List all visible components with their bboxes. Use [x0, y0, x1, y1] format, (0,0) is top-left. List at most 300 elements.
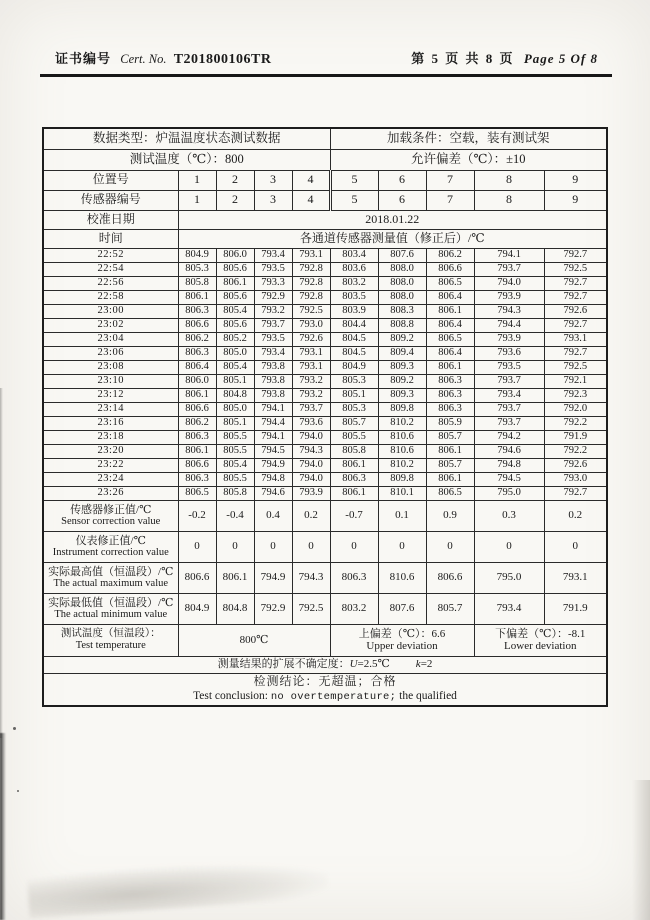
reading-value-cell: 805.0	[216, 402, 254, 416]
table-row	[43, 346, 607, 360]
reading-value-cell: 794.0	[474, 276, 544, 290]
reading-value-cell: 792.9	[254, 290, 292, 304]
reading-value-cell: 792.7	[544, 318, 607, 332]
reading-value-cell: 794.0	[292, 458, 330, 472]
reading-time-cell: 22:58	[43, 290, 178, 304]
reading-value-cell: 793.8	[254, 388, 292, 402]
reading-value-cell: 794.9	[254, 458, 292, 472]
reading-value-cell: 803.5	[330, 290, 378, 304]
reading-value-cell: 805.8	[330, 444, 378, 458]
reading-value-cell: 792.8	[292, 276, 330, 290]
value-cell: -0.4	[216, 500, 254, 531]
reading-time-cell: 23:26	[43, 486, 178, 500]
reading-value-cell: 806.2	[178, 416, 216, 430]
reading-value-cell: 807.6	[378, 248, 426, 262]
reading-time-cell: 23:04	[43, 332, 178, 346]
reading-value-cell: 806.5	[426, 486, 474, 500]
reading-value-cell: 792.1	[544, 374, 607, 388]
value-cell: -0.2	[178, 500, 216, 531]
value-cell: 6	[378, 170, 426, 190]
reading-value-cell: 806.3	[426, 374, 474, 388]
scan-smudge	[27, 856, 329, 919]
reading-value-cell: 793.2	[292, 374, 330, 388]
reading-value-cell: 793.1	[292, 248, 330, 262]
reading-value-cell: 808.3	[378, 304, 426, 318]
reading-value-cell: 793.1	[544, 332, 607, 346]
value-cell: 3	[254, 190, 292, 210]
reading-value-cell: 809.8	[378, 472, 426, 486]
sensor-label: 传感器编号	[43, 190, 178, 210]
value-cell: 0.9	[426, 500, 474, 531]
reading-value-cell: 794.3	[474, 304, 544, 318]
instrument-correction-label: 仪表修正值/℃ Instrument correction value	[43, 531, 178, 562]
reading-value-cell: 794.6	[474, 444, 544, 458]
reading-value-cell: 806.5	[426, 276, 474, 290]
reading-value-cell: 793.5	[254, 332, 292, 346]
value-cell: 5	[330, 170, 378, 190]
reading-value-cell: 792.7	[544, 346, 607, 360]
value-cell: 6	[378, 190, 426, 210]
reading-value-cell: 793.9	[474, 290, 544, 304]
value-cell: 0	[474, 531, 544, 562]
uncertainty-cell: 测量结果的扩展不确定度：U=2.5℃ k=2	[43, 656, 607, 673]
reading-value-cell: 794.3	[292, 444, 330, 458]
deviation-summary-row	[43, 624, 607, 656]
reading-value-cell: 806.5	[426, 332, 474, 346]
test-temp-const-value: 800℃	[178, 624, 330, 656]
reading-value-cell: 805.7	[330, 416, 378, 430]
reading-time-cell: 23:10	[43, 374, 178, 388]
reading-value-cell: 806.1	[178, 388, 216, 402]
reading-time-cell: 23:22	[43, 458, 178, 472]
reading-value-cell: 792.5	[292, 304, 330, 318]
reading-value-cell: 806.1	[426, 444, 474, 458]
value-cell: 791.9	[544, 593, 607, 624]
value-cell: 0.2	[292, 500, 330, 531]
reading-time-cell: 23:02	[43, 318, 178, 332]
reading-value-cell: 792.7	[544, 486, 607, 500]
reading-value-cell: 792.2	[544, 416, 607, 430]
reading-value-cell: 793.2	[292, 388, 330, 402]
table-row	[43, 248, 607, 262]
reading-value-cell: 806.1	[426, 472, 474, 486]
reading-value-cell: 805.4	[216, 304, 254, 318]
reading-value-cell: 791.9	[544, 430, 607, 444]
reading-value-cell: 805.4	[216, 458, 254, 472]
reading-value-cell: 805.4	[216, 360, 254, 374]
actual-minimum-row	[43, 593, 607, 624]
reading-value-cell: 805.1	[216, 374, 254, 388]
reading-value-cell: 794.4	[474, 318, 544, 332]
reading-value-cell: 806.0	[216, 248, 254, 262]
reading-value-cell: 794.1	[474, 248, 544, 262]
reading-value-cell: 792.7	[544, 276, 607, 290]
reading-value-cell: 795.0	[474, 486, 544, 500]
reading-value-cell: 793.6	[292, 416, 330, 430]
cert-label-en: Cert. No.	[120, 52, 167, 66]
scan-corner-shade	[632, 780, 650, 920]
value-cell: 0	[254, 531, 292, 562]
reading-value-cell: 810.1	[378, 486, 426, 500]
reading-value-cell: 806.3	[178, 472, 216, 486]
reading-value-cell: 806.3	[178, 346, 216, 360]
value-cell: 8	[474, 190, 544, 210]
instrument-correction-row	[43, 531, 607, 562]
reading-value-cell: 794.1	[254, 402, 292, 416]
sensor-correction-row	[43, 500, 607, 531]
value-cell: 0	[178, 531, 216, 562]
value-cell: 794.3	[292, 562, 330, 593]
uncertainty-row	[43, 656, 607, 673]
reading-value-cell: 809.3	[378, 388, 426, 402]
table-row	[43, 430, 607, 444]
conclusion-en: Test conclusion: no overtemperature; the qualified	[193, 690, 457, 704]
value-cell: 3	[254, 170, 292, 190]
reading-value-cell: 805.6	[216, 318, 254, 332]
cert-number: T201800106TR	[173, 52, 272, 67]
reading-value-cell: 805.8	[178, 276, 216, 290]
reading-value-cell: 792.6	[544, 458, 607, 472]
reading-value-cell: 805.1	[216, 416, 254, 430]
reading-value-cell: 792.6	[544, 304, 607, 318]
reading-value-cell: 805.6	[216, 290, 254, 304]
value-cell: 4	[292, 190, 330, 210]
reading-time-cell: 23:20	[43, 444, 178, 458]
reading-time-cell: 22:54	[43, 262, 178, 276]
value-cell: 7	[426, 190, 474, 210]
value-cell: 1	[178, 170, 216, 190]
reading-value-cell: 794.4	[254, 416, 292, 430]
reading-value-cell: 793.5	[254, 262, 292, 276]
header-rule	[40, 74, 612, 77]
value-cell: 810.6	[378, 562, 426, 593]
value-cell: 0	[292, 531, 330, 562]
reading-time-cell: 23:00	[43, 304, 178, 318]
reading-value-cell: 806.3	[178, 304, 216, 318]
value-cell: 5	[330, 190, 378, 210]
reading-value-cell: 805.3	[178, 262, 216, 276]
reading-value-cell: 806.6	[426, 262, 474, 276]
reading-value-cell: 809.2	[378, 332, 426, 346]
reading-value-cell: 792.7	[544, 248, 607, 262]
scan-edge-artifact	[0, 388, 3, 738]
value-cell: 9	[544, 190, 607, 210]
page-header	[55, 48, 598, 70]
value-cell: 793.4	[474, 593, 544, 624]
table-row	[43, 402, 607, 416]
value-cell: 4	[292, 170, 330, 190]
reading-value-cell: 805.5	[330, 430, 378, 444]
table-row	[43, 444, 607, 458]
reading-value-cell: 805.5	[216, 444, 254, 458]
reading-time-cell: 22:56	[43, 276, 178, 290]
reading-time-cell: 23:08	[43, 360, 178, 374]
value-cell: 9	[544, 170, 607, 190]
reading-value-cell: 806.2	[178, 332, 216, 346]
reading-value-cell: 793.7	[474, 374, 544, 388]
calibration-date-row	[43, 210, 607, 229]
reading-value-cell: 809.3	[378, 360, 426, 374]
calibration-date-label: 校准日期	[43, 210, 178, 229]
reading-value-cell: 804.9	[178, 248, 216, 262]
reading-value-cell: 805.1	[330, 388, 378, 402]
value-cell: 0	[378, 531, 426, 562]
reading-value-cell: 793.1	[292, 360, 330, 374]
reading-value-cell: 803.6	[330, 262, 378, 276]
reading-value-cell: 806.1	[216, 276, 254, 290]
reading-value-cell: 806.1	[330, 486, 378, 500]
reading-value-cell: 806.3	[426, 402, 474, 416]
reading-value-cell: 806.4	[178, 360, 216, 374]
cert-label-zh: 证书编号	[55, 51, 112, 66]
table-row	[43, 360, 607, 374]
table-row	[43, 388, 607, 402]
value-cell: 804.8	[216, 593, 254, 624]
lower-deviation-cell: 下偏差（℃）：-8.1 Lower deviation	[474, 624, 607, 656]
value-cell: 806.6	[178, 562, 216, 593]
reading-time-cell: 22:52	[43, 248, 178, 262]
reading-value-cell: 792.6	[292, 332, 330, 346]
reading-value-cell: 804.4	[330, 318, 378, 332]
calibration-date-value: 2018.01.22	[178, 210, 607, 229]
reading-value-cell: 793.2	[254, 304, 292, 318]
page-number-block	[411, 48, 598, 67]
reading-value-cell: 793.9	[474, 332, 544, 346]
reading-value-cell: 808.0	[378, 290, 426, 304]
upper-deviation-cell: 上偏差（℃）：6.6 Upper deviation	[330, 624, 474, 656]
reading-value-cell: 794.2	[474, 430, 544, 444]
reading-value-cell: 804.5	[330, 346, 378, 360]
reading-value-cell: 806.5	[178, 486, 216, 500]
reading-value-cell: 806.2	[426, 248, 474, 262]
reading-value-cell: 794.8	[254, 472, 292, 486]
actual-minimum-label: 实际最低值（恒温段）/℃ The actual minimum value	[43, 593, 178, 624]
reading-value-cell: 793.1	[292, 346, 330, 360]
value-cell: 8	[474, 170, 544, 190]
reading-value-cell: 806.3	[178, 430, 216, 444]
reading-value-cell: 794.5	[254, 444, 292, 458]
table-row	[43, 486, 607, 500]
reading-value-cell: 793.8	[254, 374, 292, 388]
value-cell: 2	[216, 190, 254, 210]
channels-header-cell: 各通道传感器测量值（修正后）/℃	[178, 229, 607, 248]
reading-value-cell: 792.7	[544, 290, 607, 304]
page-number-zh: 第 5 页 共 8 页	[411, 51, 515, 66]
allowed-deviation-cell: 允许偏差（℃）：±10	[330, 149, 607, 170]
reading-value-cell: 803.4	[330, 248, 378, 262]
reading-value-cell: 805.6	[216, 262, 254, 276]
value-cell: 0.4	[254, 500, 292, 531]
reading-value-cell: 793.7	[254, 318, 292, 332]
scan-speck	[17, 790, 19, 792]
reading-value-cell: 804.8	[216, 388, 254, 402]
table-row	[43, 290, 607, 304]
actual-maximum-label: 实际最高值（恒温段）/℃ The actual maximum value	[43, 562, 178, 593]
value-cell: 7	[426, 170, 474, 190]
reading-value-cell: 808.0	[378, 262, 426, 276]
reading-value-cell: 806.3	[330, 472, 378, 486]
sensor-number-row	[43, 190, 607, 210]
value-cell: 0.2	[544, 500, 607, 531]
value-cell: 792.9	[254, 593, 292, 624]
value-cell: 2	[216, 170, 254, 190]
reading-value-cell: 808.8	[378, 318, 426, 332]
value-cell: 0	[426, 531, 474, 562]
table-row	[43, 318, 607, 332]
value-cell: 803.2	[330, 593, 378, 624]
reading-time-cell: 23:24	[43, 472, 178, 486]
table-row	[43, 374, 607, 388]
channels-header-row	[43, 229, 607, 248]
reading-value-cell: 794.0	[292, 430, 330, 444]
table-row	[43, 416, 607, 430]
reading-value-cell: 793.4	[254, 346, 292, 360]
readings-body	[43, 248, 607, 500]
reading-value-cell: 793.7	[474, 262, 544, 276]
reading-value-cell: 794.1	[254, 430, 292, 444]
value-cell: 793.1	[544, 562, 607, 593]
reading-value-cell: 810.6	[378, 444, 426, 458]
load-condition-cell: 加载条件：空载，装有测试架	[330, 128, 607, 149]
reading-value-cell: 806.3	[426, 388, 474, 402]
reading-value-cell: 793.8	[254, 360, 292, 374]
data-type-cell: 数据类型：炉温温度状态测试数据	[43, 128, 330, 149]
value-cell: 1	[178, 190, 216, 210]
reading-value-cell: 806.4	[426, 318, 474, 332]
value-cell: 794.9	[254, 562, 292, 593]
reading-value-cell: 793.5	[474, 360, 544, 374]
reading-value-cell: 809.4	[378, 346, 426, 360]
reading-value-cell: 793.7	[474, 402, 544, 416]
reading-value-cell: 805.8	[216, 486, 254, 500]
value-cell: -0.7	[330, 500, 378, 531]
reading-value-cell: 794.6	[254, 486, 292, 500]
table-row	[43, 262, 607, 276]
reading-value-cell: 810.6	[378, 430, 426, 444]
reading-value-cell: 792.5	[544, 262, 607, 276]
reading-value-cell: 792.5	[544, 360, 607, 374]
table-row	[43, 276, 607, 290]
reading-value-cell: 793.9	[292, 486, 330, 500]
reading-value-cell: 808.0	[378, 276, 426, 290]
reading-value-cell: 805.3	[330, 374, 378, 388]
position-label: 位置号	[43, 170, 178, 190]
value-cell: 795.0	[474, 562, 544, 593]
reading-value-cell: 806.1	[426, 304, 474, 318]
reading-value-cell: 809.2	[378, 374, 426, 388]
reading-value-cell: 803.2	[330, 276, 378, 290]
table-row	[43, 458, 607, 472]
reading-value-cell: 806.1	[426, 360, 474, 374]
reading-value-cell: 806.0	[178, 374, 216, 388]
conclusion-row	[43, 673, 607, 706]
value-cell: 807.6	[378, 593, 426, 624]
reading-value-cell: 805.2	[216, 332, 254, 346]
scan-speck	[13, 727, 16, 730]
reading-value-cell: 792.0	[544, 402, 607, 416]
reading-value-cell: 810.2	[378, 416, 426, 430]
value-cell: 805.7	[426, 593, 474, 624]
reading-value-cell: 804.5	[330, 332, 378, 346]
conclusion-cell	[43, 673, 607, 706]
conclusion-zh: 检测结论：无超温；合格	[253, 673, 397, 688]
actual-maximum-row	[43, 562, 607, 593]
reading-value-cell: 809.8	[378, 402, 426, 416]
reading-value-cell: 793.0	[292, 318, 330, 332]
reading-value-cell: 793.7	[474, 416, 544, 430]
reading-value-cell: 793.3	[254, 276, 292, 290]
reading-value-cell: 803.9	[330, 304, 378, 318]
reading-value-cell: 806.1	[178, 444, 216, 458]
table-row	[43, 332, 607, 346]
reading-time-cell: 23:14	[43, 402, 178, 416]
reading-value-cell: 793.4	[474, 388, 544, 402]
reading-value-cell: 804.9	[330, 360, 378, 374]
reading-value-cell: 810.2	[378, 458, 426, 472]
reading-time-cell: 23:18	[43, 430, 178, 444]
table-row	[43, 304, 607, 318]
cert-number-block	[55, 48, 272, 68]
reading-value-cell: 805.7	[426, 458, 474, 472]
reading-value-cell: 806.6	[178, 318, 216, 332]
reading-value-cell: 792.8	[292, 262, 330, 276]
reading-value-cell: 793.0	[544, 472, 607, 486]
scan-edge-artifact	[0, 733, 6, 920]
reading-time-cell: 23:16	[43, 416, 178, 430]
value-cell: 0	[544, 531, 607, 562]
reading-value-cell: 792.3	[544, 388, 607, 402]
time-label: 时间	[43, 229, 178, 248]
reading-value-cell: 805.3	[330, 402, 378, 416]
reading-value-cell: 806.4	[426, 290, 474, 304]
value-cell: 0	[330, 531, 378, 562]
test-temperature-cell: 测试温度（℃）：800	[43, 149, 330, 170]
reading-value-cell: 794.8	[474, 458, 544, 472]
reading-time-cell: 23:06	[43, 346, 178, 360]
reading-value-cell: 806.4	[426, 346, 474, 360]
reading-value-cell: 805.9	[426, 416, 474, 430]
test-data-table	[42, 127, 608, 707]
reading-value-cell: 806.1	[330, 458, 378, 472]
test-temp-const-label: 测试温度（恒温段）： Test temperature	[43, 624, 178, 656]
reading-value-cell: 805.0	[216, 346, 254, 360]
reading-time-cell: 23:12	[43, 388, 178, 402]
value-cell: 806.3	[330, 562, 378, 593]
value-cell: 0.3	[474, 500, 544, 531]
reading-value-cell: 805.7	[426, 430, 474, 444]
table-row	[43, 128, 607, 149]
reading-value-cell: 806.6	[178, 402, 216, 416]
reading-value-cell: 793.4	[254, 248, 292, 262]
value-cell: 0	[216, 531, 254, 562]
reading-value-cell: 794.5	[474, 472, 544, 486]
reading-value-cell: 805.5	[216, 472, 254, 486]
reading-value-cell: 792.8	[292, 290, 330, 304]
sensor-correction-label: 传感器修正值/℃ Sensor correction value	[43, 500, 178, 531]
position-row	[43, 170, 607, 190]
reading-value-cell: 806.6	[178, 458, 216, 472]
table-row	[43, 472, 607, 486]
reading-value-cell: 793.6	[474, 346, 544, 360]
value-cell: 806.6	[426, 562, 474, 593]
page-number-en: Page 5 Of 8	[523, 51, 598, 66]
reading-value-cell: 806.1	[178, 290, 216, 304]
reading-value-cell: 805.5	[216, 430, 254, 444]
table-row	[43, 149, 607, 170]
value-cell: 804.9	[178, 593, 216, 624]
value-cell: 806.1	[216, 562, 254, 593]
reading-value-cell: 792.2	[544, 444, 607, 458]
